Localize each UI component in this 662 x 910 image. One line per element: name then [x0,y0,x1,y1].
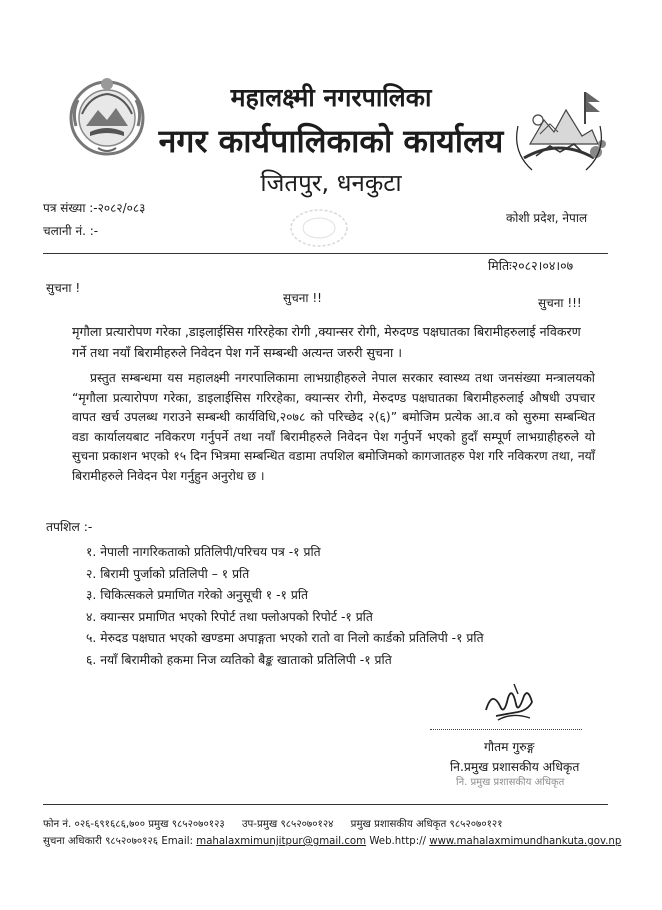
footer-divider [43,804,608,805]
municipality-title: महालक्ष्मी नगरपालिका [230,83,432,112]
list-item: २. बिरामी पुर्जाको प्रतिलिपी – १ प्रति [86,566,250,581]
chalani-number: चलानी नं. :- [43,224,99,238]
website-link[interactable]: www.mahalaxmimundhankuta.gov.np [429,836,622,847]
list-item: १. नेपाली नागरिकताको प्रतिलिपी/परिचय पत्र -१ प्रति [86,545,321,559]
footer-info-officer: सुचना अधिकारी ९८५२०७०१२६ [43,836,159,847]
notice-subject: मृगौला प्रत्यारोपण गरेका ,डाइलाईसिस गरिरहेका रोगी ,क्यान्सर रोगी, मेरुदण्ड पक्षघातका बिरामीहरुलाई नविकरण गर्ने तथा नयाँ बिरामीहरुले निवेदन पेश गर्ने सम्बन्धी अत्यन्त जरुरी सुचना । [72,324,581,360]
list-item: ३. चिकित्सकले प्रमाणित गरेको अनुसूची १ -१ प्रति [86,588,309,602]
signature-line [430,729,582,730]
signer-name: गौतम गुरुङ्ग [484,740,535,754]
notice-label-2: सुचना !! [283,291,322,305]
document-list [86,542,484,671]
office-location: जितपुर, धनकुटा [260,169,402,197]
notice-body: प्रस्तुत सम्बन्धमा यस महालक्ष्मी नगरपालिकामा लाभग्राहीहरुले नेपाल सरकार स्वास्थ्य तथा जनसंख्या मन्त्रालयको “मृगौला प्रत्यारोपण गरेका, डाइलाईसिस गरिरहेका, क्यान्सर रोगी, मेरुदण्ड पक्षघातका बिरामीहरुलाई औषधी उपचार वापत खर्च उपलब्ध गराउने सम्बन्धी कार्यविधि,२०७८ को परिच्छेद २(६)” बमोजिम प्रत्येक आ.व को सुरुमा सम्बन्धित वडा कार्यालयबाट नविकरण गर्नुपर्ने तथा नयाँ बिरामीहरुले निवेदन पेश गर्नुपर्ने भएको हुदाँ सम्पूर्ण लाभग्राहीहरुले यो सुचना प्रकाशन भएको १५ दिन भित्रमा सम्बन्धित वडामा तपशिल बमोजिमको कागजातहरु पेश गरि नविकरण तथा, नयाँ बिरामीहरुले निवेदन पेश गर्नुहुन अनुरोध छ । [72,371,596,483]
footer-phone: फोन नं. ०२६-६९१६८६,७०० प्रमुख ९८५२०७०१२३ [43,819,225,830]
notice-label-1: सुचना ! [46,281,81,295]
list-item: ४. क्यान्सर प्रमाणित भएको रिपोर्ट तथा फ्लोअपको रिपोर्ट -१ प्रति [86,609,373,624]
tapsil-label: तपशिल :- [46,520,93,534]
faint-seal-watermark [288,207,350,249]
notice-label-3: सुचना !!! [538,296,582,310]
footer-deputy: उप-प्रमुख ९८५२०७०१२४ [241,819,334,830]
email-link[interactable]: mahalaxmimunjitpur@gmail.com [196,836,367,847]
email-label: Email: [161,836,194,847]
office-title: नगर कार्यपालिकाको कार्यालय [158,122,504,160]
footer-contact-line [43,816,503,830]
list-item: ५. मेरुदड पक्षघात भएको खण्डमा अपाङ्गता भएको रातो वा निलो कार्डको प्रतिलिपी -१ प्रति [86,631,484,645]
official-stamp: नि. प्रमुख प्रशासकीय अधिकृत [456,777,565,788]
web-label: Web.http:// [369,836,426,847]
patra-sankhya: पत्र संख्या :-२०८२/०८३ [43,201,146,215]
date-label: मितिः२०८२।०४।०७ [488,258,574,273]
list-item: ६. नयाँ बिरामीको हकमा निज व्यतिको बैङ्क खाताको प्रतिलिपी -१ प्रति [86,652,392,667]
province-label: कोशी प्रदेश, नेपाल [506,211,588,225]
header-divider [43,253,608,254]
footer-web-line [43,833,621,847]
signer-title: नि.प्रमुख प्रशासकीय अधिकृत [450,760,580,774]
handwritten-signature [478,680,540,730]
footer-cao: प्रमुख प्रशासकीय अधिकृत ९८५२०७०१२१ [350,819,503,830]
